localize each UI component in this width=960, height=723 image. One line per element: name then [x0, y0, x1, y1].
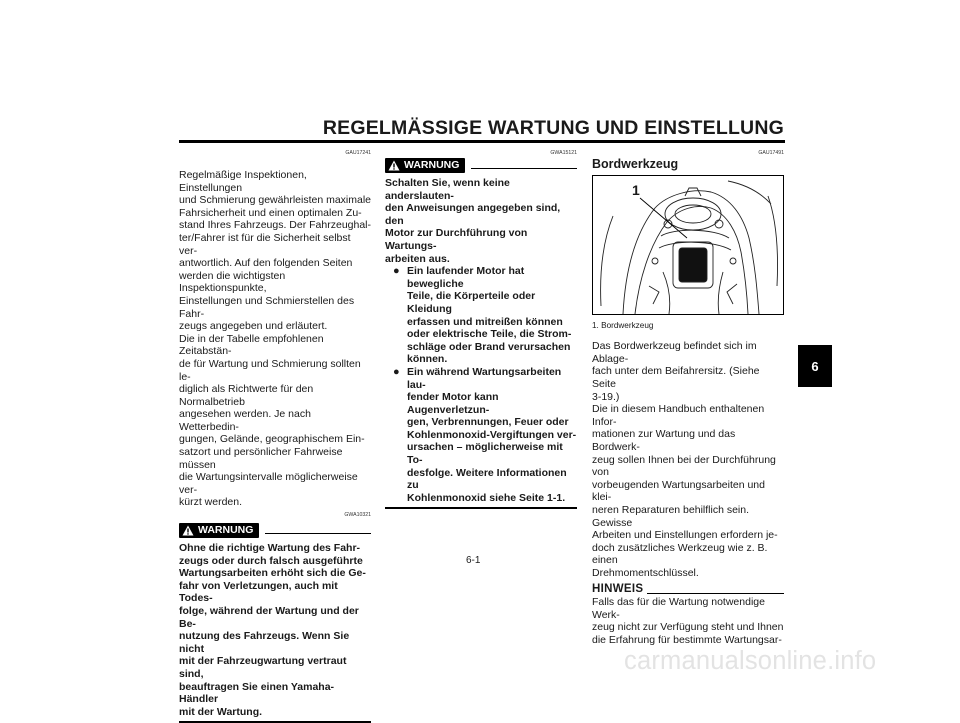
title-rule — [179, 140, 785, 143]
intro-paragraph: Regelmäßige Inspektionen, Einstellungen und Schmierung gewährleisten maximale Fahrsicherheit und einen optimalen Zu- stand Ihres Fahrzeugs. Der Fahrzeughal- ter/Fahrer ist für die Sicherheit selbst ver- antwortlich. Auf den folgenden Seiten werden die wichtigsten Inspektionspunkte, Einstellungen und Schmierstellen des Fahr- zeugs angegeben und erläutert. Die in der Tabelle empfohlenen Zeitabstän- de für Wartung und Schmierung sollten le- diglich als Richtwerte für den Normalbetrieb angesehen werden. Je nach Wetterbedin- gungen, Gelände, geographischem Ein- satzort und persönlicher Fahrweise müssen die Wartungsintervalle möglicherweise ver- kürzt werden. — [179, 169, 372, 509]
warning-text: Ohne die richtige Wartung des Fahr- zeugs oder durch falsch ausgeführte Wartungsarbeiten erhöht sich die Ge- fahr von Verletzungen, auch mit Todes- folge, während der Wartung und der Be- nutzung des Fahrzeugs. Wenn Sie nicht mit der Fahrzeugwartung vertraut sind, beauftragen Sie einen Yamaha-Händler mit der Wartung. — [179, 542, 366, 718]
bullet-icon: ● — [393, 265, 400, 278]
body-paragraph: Das Bordwerkzeug befindet sich im Ablage- fach unter dem Beifahrersitz. (Siehe Seite 3-19.) Die in diesem Handbuch enthaltenen Infor- mationen zur Wartung und das Bordwerk- zeug sollen Ihnen bei der Durchführung von vorbeugenden Wartungsarbeiten und klei- neren Reparaturen behilflich sein. Gewisse Arbeiten und Einstellungen erfordern je- doch zusätzliches Werkzeug wie z. B. einen Drehmomentschlüssel. — [592, 340, 778, 579]
list-item-text: Ein während Wartungsarbeiten lau- fender Motor kann Augenverletzun- gen, Verbrennungen, Feuer oder Kohlenmonoxid-Vergiftungen ver- ursachen – möglicherweise mit To- desfolge. Weitere Informationen zu Kohlenmonoxid siehe Seite 1-1. — [407, 365, 577, 504]
note-rule — [647, 593, 784, 594]
reference-code: GAU17241 — [345, 150, 371, 156]
section-title: Bordwerkzeug — [592, 157, 679, 171]
warning-bottom-rule — [385, 507, 577, 509]
warning-rule — [471, 168, 577, 169]
warning-triangle-icon — [388, 160, 400, 171]
page-title: REGELMÄSSIGE WARTUNG UND EINSTELLUNG — [322, 117, 784, 139]
warning-badge — [179, 523, 259, 538]
column-3 — [592, 150, 784, 646]
warning-label: WARNUNG — [198, 524, 254, 537]
watermark: carmanualsonline.info — [624, 647, 877, 675]
figure-caption: 1. Bordwerkzeug — [592, 320, 654, 330]
note-label: HINWEIS — [592, 583, 644, 596]
column-2 — [385, 150, 577, 509]
warning-header — [179, 523, 371, 538]
warning-badge — [385, 158, 465, 173]
warning-reference-code: GWA10321 — [344, 512, 371, 519]
column-1 — [179, 150, 371, 723]
note-text: Falls das für die Wartung notwendige Werk- zeug nicht zur Verfügung steht und Ihnen die Erfahrung für bestimmte Wartungsar- — [592, 596, 784, 646]
chapter-tab: 6 — [798, 345, 832, 387]
note-header — [592, 583, 784, 596]
page-number: 6-1 — [466, 555, 481, 566]
toolkit-figure — [592, 175, 784, 315]
list-item-text: Ein laufender Motor hat bewegliche Teile, die Körperteile oder Kleidung erfassen und mitreißen können oder elektrische Teile, die Strom- schläge oder Brand verursachen können. — [407, 265, 572, 366]
warning-text: Schalten Sie, wenn keine anderslauten- den Anweisungen angegeben sind, den Motor zur Durchführung von Wartungs- arbeiten aus. — [385, 177, 561, 265]
reference-code: GAU17491 — [758, 150, 784, 156]
warning-triangle-icon — [182, 525, 194, 536]
warning-reference-code: GWA15121 — [550, 150, 577, 156]
motorcycle-storage-illustration — [593, 176, 783, 314]
warning-label: WARNUNG — [404, 159, 460, 172]
figure-callout-number: 1 — [632, 181, 640, 198]
list-item — [393, 265, 577, 366]
warning-rule — [265, 533, 371, 534]
list-item — [393, 366, 577, 505]
warning-header — [385, 158, 577, 173]
bullet-icon: ● — [393, 365, 400, 378]
